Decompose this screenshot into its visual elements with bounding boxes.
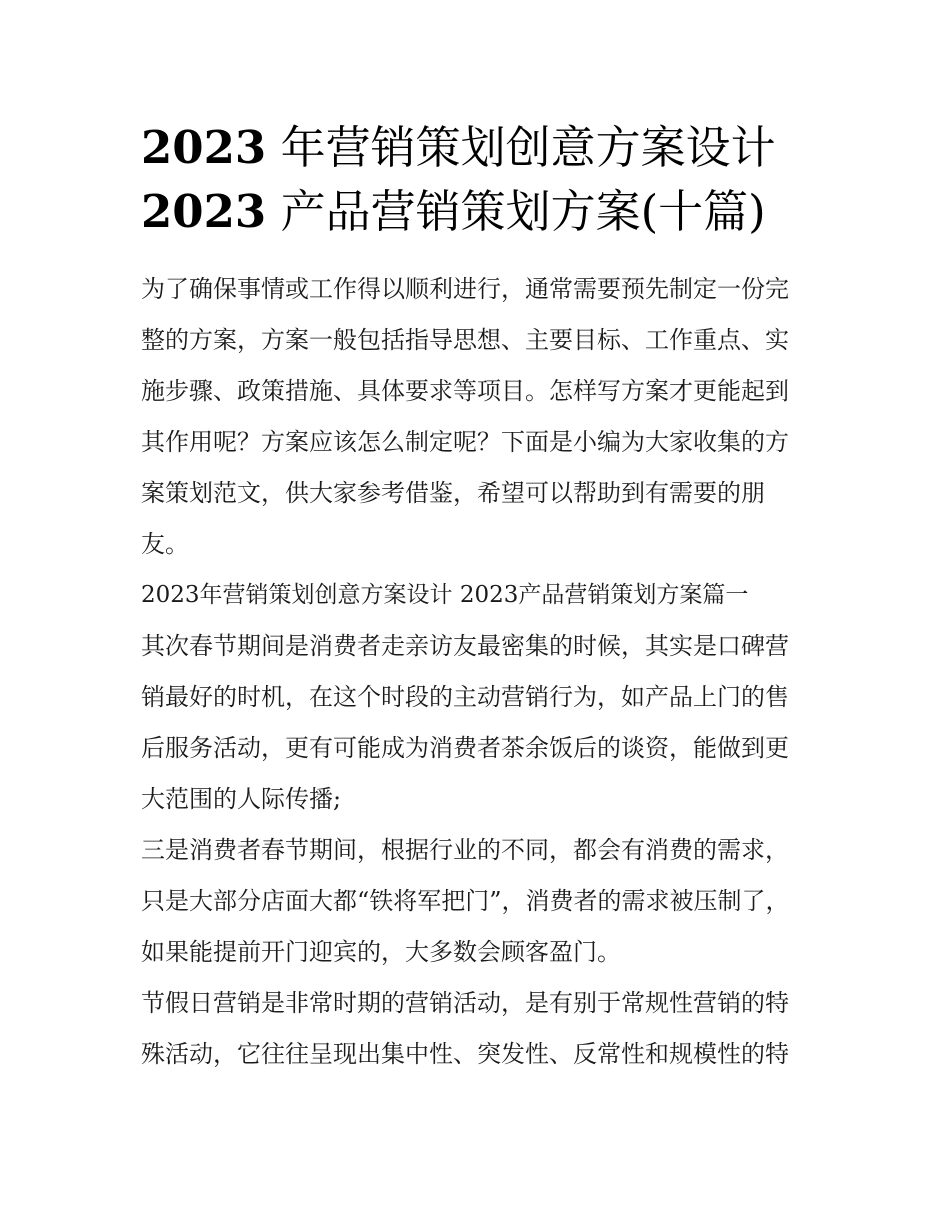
title-line-2 [141,180,813,244]
document-content [141,116,813,1080]
intro-line: 施步骤、政策措施、具体要求等项目。怎样写方案才更能起到 [141,377,789,405]
intro-line: 案策划范文，供大家参考借鉴，希望可以帮助到有需要的朋 [141,479,765,507]
paragraph-1-line: 后服务活动，更有可能成为消费者茶余饭后的谈资，能做到更 [141,734,789,762]
intro-line: 为了确保事情或工作得以顺利进行，通常需要预先制定一份完 [141,275,789,303]
intro-line: 友。 [141,530,189,558]
title-line-2-year: 2023 [141,185,267,238]
paragraph-2-line: 如果能提前开门迎宾的，大多数会顾客盈门。 [141,938,621,966]
intro-paragraph [141,264,813,570]
paragraph-3 [141,978,813,1080]
section-heading-text: 2023年营销策划创意方案设计 2023产品营销策划方案篇一 [141,582,749,608]
section-heading [141,570,813,621]
paragraph-1-line: 销最好的时机，在这个时段的主动营销行为，如产品上门的售 [141,683,789,711]
paragraph-1 [141,621,813,825]
title-line-2-text: 产品营销策划方案(十篇) [280,185,766,238]
document-title [141,116,813,244]
paragraph-3-line: 节假日营销是非常时期的营销活动，是有别于常规性营销的特 [141,989,789,1017]
paragraph-3-line: 殊活动，它往往呈现出集中性、突发性、反常性和规模性的特 [141,1040,789,1068]
title-line-1 [141,116,813,180]
paragraph-2-line: 三是消费者春节期间，根据行业的不同，都会有消费的需求， [141,836,789,864]
title-line-1-year: 2023 [141,121,267,174]
paragraph-1-line: 其次春节期间是消费者走亲访友最密集的时候，其实是口碑营 [141,632,789,660]
paragraph-2 [141,825,813,978]
intro-line: 整的方案，方案一般包括指导思想、主要目标、工作重点、实 [141,326,789,354]
title-line-1-text: 年营销策划创意方案设计 [280,121,776,174]
paragraph-2-line: 只是大部分店面大都“铁将军把门”，消费者的需求被压制了， [141,887,790,915]
intro-line: 其作用呢？方案应该怎么制定呢？下面是小编为大家收集的方 [141,428,789,456]
paragraph-1-line: 大范围的人际传播; [141,785,342,813]
